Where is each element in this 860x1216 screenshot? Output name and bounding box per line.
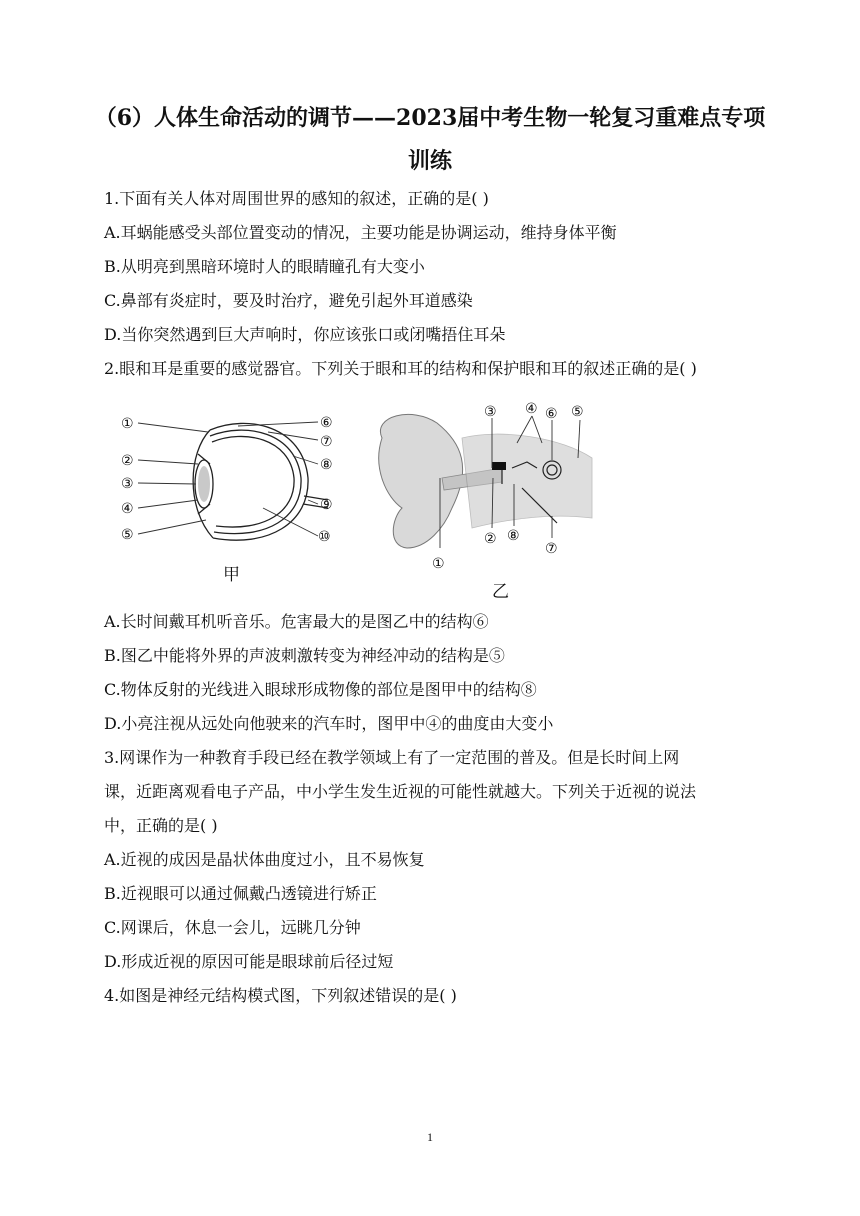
question-3-option-c: C.网课后，休息一会儿，远眺几分钟 (104, 918, 361, 937)
question-3-option-b: B.近视眼可以通过佩戴凸透镜进行矫正 (104, 884, 377, 903)
ear-label-7: ⑦ (545, 541, 558, 557)
question-2-option-c: C.物体反射的光线进入眼球形成物像的部位是图甲中的结构⑧ (104, 680, 537, 699)
document-title-line1: （6）人体生命活动的调节——2023届中考生物一轮复习重难点专项 (94, 105, 766, 131)
question-2-stem: 2.眼和耳是重要的感觉器官。下列关于眼和耳的结构和保护眼和耳的叙述正确的是( ) (104, 359, 697, 378)
eye-label-2: ② (121, 453, 134, 469)
question-2-option-b: B.图乙中能将外界的声波刺激转变为神经冲动的结构是⑤ (104, 646, 505, 665)
eye-label-6: ⑥ (320, 415, 333, 431)
question-3-option-a: A.近视的成因是晶状体曲度过小，且不易恢复 (104, 850, 425, 869)
ear-caption: 乙 (492, 582, 509, 602)
document-title-line2: 训练 (407, 148, 452, 174)
question-2-option-d: D.小亮注视从远处向他驶来的汽车时，图甲中④的曲度由大变小 (104, 714, 554, 733)
eye-label-3: ③ (121, 476, 134, 492)
page-number: 1 (427, 1130, 433, 1144)
eye-label-10: ⑩ (318, 529, 331, 545)
ear-label-2: ② (484, 531, 497, 547)
ear-label-5: ⑤ (571, 404, 584, 420)
question-1-option-b: B.从明亮到黑暗环境时人的眼睛瞳孔有大变小 (104, 257, 425, 276)
question-3-stem-line3: 中，正确的是( ) (104, 816, 218, 835)
eye-label-8: ⑧ (320, 457, 333, 473)
eye-label-9: ⑨ (320, 497, 333, 513)
eye-label-7: ⑦ (320, 434, 333, 450)
question-1-option-a: A.耳蜗能感受头部位置变动的情况，主要功能是协调运动，维持身体平衡 (104, 223, 617, 242)
ear-diagram (352, 398, 602, 573)
eye-diagram (118, 408, 348, 558)
question-3-option-d: D.形成近视的原因可能是眼球前后径过短 (104, 952, 394, 971)
question-1-option-d: D.当你突然遇到巨大声响时，你应该张口或闭嘴捂住耳朵 (104, 325, 506, 344)
question-2-option-a: A.长时间戴耳机听音乐。危害最大的是图乙中的结构⑥ (104, 612, 489, 631)
ear-label-3: ③ (484, 404, 497, 420)
question-1-option-c: C.鼻部有炎症时，要及时治疗，避免引起外耳道感染 (104, 291, 473, 310)
eye-caption: 甲 (223, 565, 240, 585)
ear-label-6: ⑥ (545, 406, 558, 422)
eye-label-4: ④ (121, 501, 134, 517)
question-4-stem: 4.如图是神经元结构模式图，下列叙述错误的是( ) (104, 986, 457, 1005)
eye-label-1: ① (121, 416, 134, 432)
eye-label-5: ⑤ (121, 527, 134, 543)
question-1-stem: 1.下面有关人体对周围世界的感知的叙述，正确的是( ) (104, 189, 489, 208)
question-3-stem-line2: 课，近距离观看电子产品，中小学生发生近视的可能性就越大。下列关于近视的说法 (104, 782, 697, 801)
question-3-stem-line1: 3.网课作为一种教育手段已经在教学领域上有了一定范围的普及。但是长时间上网 (104, 748, 680, 767)
ear-label-8: ⑧ (507, 528, 520, 544)
ear-label-1: ① (432, 556, 445, 572)
ear-label-4: ④ (525, 401, 538, 417)
